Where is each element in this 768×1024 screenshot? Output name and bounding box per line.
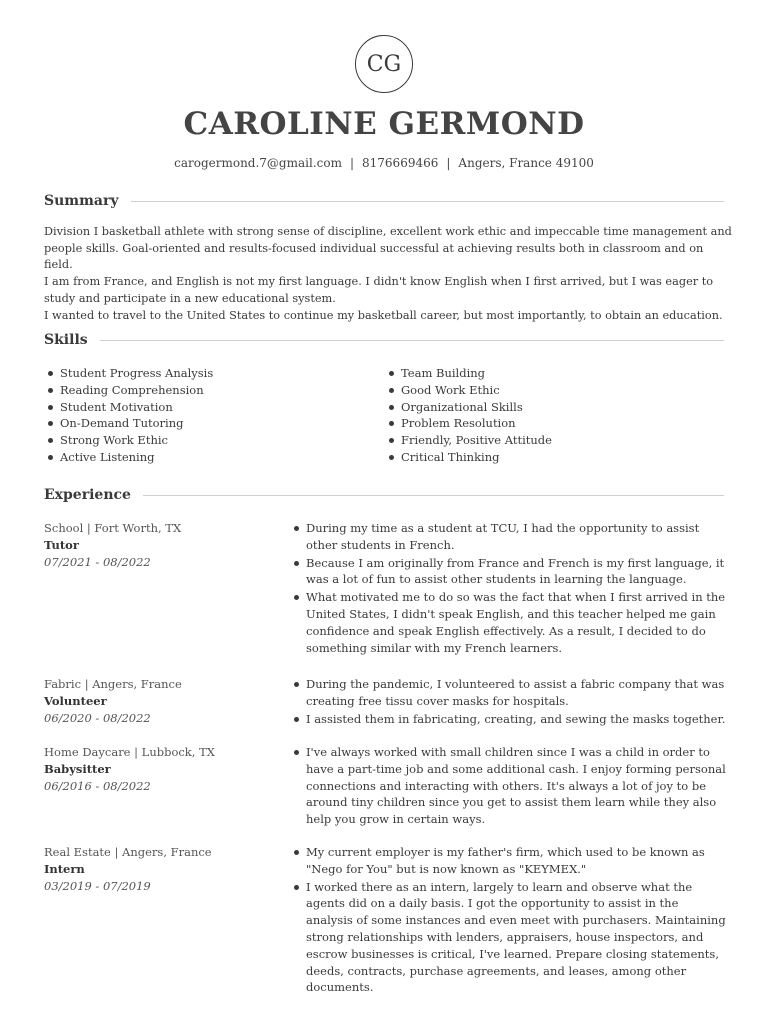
job-meta [44,844,284,894]
job-bullet: What motivated me to do so was the fact that when I first arrived in the United States, I didn't speak English, and this teacher helped me gain confidence and speak English effectively. As a result, I decided to do something similar with my French learners. [290,589,726,656]
candidate-name: CAROLINE GERMOND [183,106,585,142]
experience-section-header [44,487,724,503]
skills-column-left [44,365,364,466]
skill-item: Organizational Skills [385,399,705,416]
job-meta [44,520,284,570]
section-divider [131,201,725,202]
skill-item: Friendly, Positive Attitude [385,432,705,449]
skill-item: Critical Thinking [385,449,705,466]
skill-item: Strong Work Ethic [44,432,364,449]
job-dates: 06/2016 - 08/2022 [44,778,151,793]
monogram-initials: CG [366,51,402,77]
job-company: Real Estate | Angers, France [44,845,212,859]
summary-paragraph: I am from France, and English is not my first language. I didn't know English when I first arrived, but I was eager to study and participate in a new educational system. [44,275,714,305]
skill-item: Student Motivation [44,399,364,416]
job-bullet: During my time as a student at TCU, I had the opportunity to assist other students in French. [290,520,726,554]
contact-separator: | [349,156,355,170]
job-bullet: I've always worked with small children since I was a child in order to have a part-time job and some additional cash. I enjoy forming personal connections and interacting with others. It's always a lot of joy to be around tiny children since you get to assist them learn while they also help you grow in certain ways. [290,744,726,828]
job-company: Fabric | Angers, France [44,677,182,691]
summary-section-header [44,193,724,209]
job-role: Intern [44,861,85,876]
job-role: Babysitter [44,761,111,776]
job-bullet: I worked there as an intern, largely to learn and observe what the agents did on a daily basis. I got the opportunity to assist in the analysis of some instances and even meet with purchasers. Maintaining strong relationships with lenders, appraisers, house inspectors, and escrow businesses is critical, I've learned. Prepare closing statements, deeds, contracts, purchase agreements, and leases, among other documents. [290,879,726,997]
skill-item: On-Demand Tutoring [44,415,364,432]
skill-item: Problem Resolution [385,415,705,432]
summary-text [44,224,734,324]
job-bullets [290,520,726,657]
job-dates: 07/2021 - 08/2022 [44,554,151,569]
contact-separator: | [446,156,451,170]
skills-section-header [44,332,724,348]
job-company: Home Daycare | Lubbock, TX [44,745,215,759]
job-dates: 06/2020 - 08/2022 [44,710,151,725]
job-dates: 03/2019 - 07/2019 [44,878,151,893]
job-meta [44,676,284,726]
skill-item: Good Work Ethic [385,382,705,399]
skill-item: Active Listening [44,449,364,466]
job-company: School | Fort Worth, TX [44,521,182,535]
skill-item: Reading Comprehension [44,382,364,399]
job-role: Volunteer [44,693,107,708]
job-role: Tutor [44,537,79,552]
monogram-badge [355,35,413,93]
job-bullet: I assisted them in fabricating, creating, and sewing the masks together. [290,711,726,728]
section-title-summary: Summary [44,193,119,209]
contact-location: Angers, France 49100 [458,156,594,170]
contact-email[interactable]: carogermond.7@gmail.com [174,156,342,170]
section-title-skills: Skills [44,332,88,348]
summary-paragraph: Division I basketball athlete with strong sense of discipline, excellent work ethic and impeccable time management and people skills. Goal-oriented and results-focused individual successful at achieving results both in classroom and on field. [44,225,732,272]
job-bullets [290,676,726,728]
skill-item: Team Building [385,365,705,382]
job-bullet: During the pandemic, I volunteered to assist a fabric company that was creating free tissu cover masks for hospitals. [290,676,726,710]
section-title-experience: Experience [44,487,131,503]
section-divider [143,495,724,496]
contact-phone[interactable]: 8176669466 [362,156,439,170]
contact-line [0,156,768,170]
summary-paragraph: I wanted to travel to the United States to continue my basketball career, but most importantly, to obtain an education. [44,308,723,322]
job-bullets [290,744,726,829]
job-meta [44,744,284,794]
section-divider [100,340,724,341]
job-bullet: Because I am originally from France and French is my first language, it was a lot of fun to assist other students in learning the language. [290,555,726,589]
job-bullet: My current employer is my father's firm, which used to be known as "Nego for You" but is now known as "KEYMEX." [290,844,726,878]
job-bullets [290,844,726,997]
skill-item: Student Progress Analysis [44,365,364,382]
skills-column-right [385,365,705,466]
